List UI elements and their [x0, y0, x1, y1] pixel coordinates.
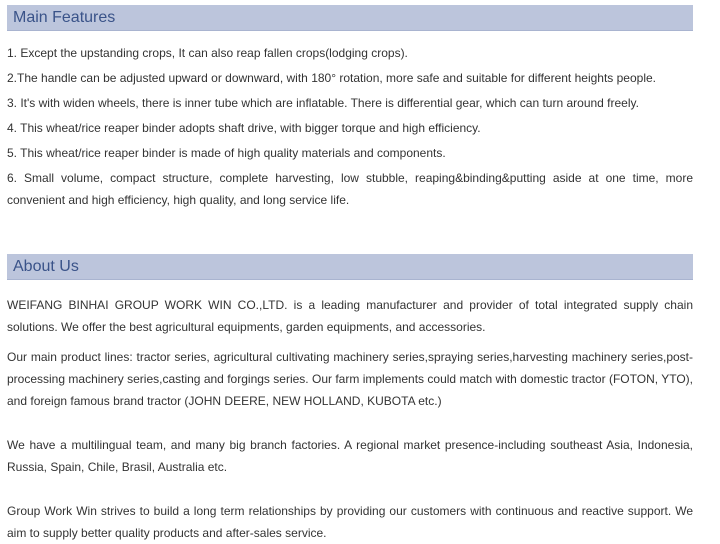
feature-item: 3. It's with widen wheels, there is inner tube which are inflatable. There is differential gear, which can turn around freely. — [7, 96, 639, 110]
about-paragraph: WEIFANG BINHAI GROUP WORK WIN CO.,LTD. is a leading manufacturer and provider of total integrated supply chain solutions. We offer the best agricultural equipments, garden equipments, and accessories. — [7, 298, 693, 334]
about-paragraph: Our main product lines: tractor series, agricultural cultivating machinery series,spraying series,harvesting machinery series,post-processing machinery series,casting and forgings series. Our farm implements could match with domestic tractor (FOTON, YTO), and foreign famous brand tractor (JOHN DEERE, NEW HOLLAND, KUBOTA etc.) — [7, 350, 693, 408]
feature-item: 6. Small volume, compact structure, complete harvesting, low stubble, reaping&binding&putting aside at one time, more convenient and high efficiency, high quality, and long service life. — [7, 171, 693, 207]
about-paragraph: We have a multilingual team, and many big branch factories. A regional market presence-including southeast Asia, Indonesia, Russia, Spain, Chile, Brasil, Australia etc. — [7, 438, 693, 474]
about-us-heading: About Us — [7, 254, 693, 280]
about-paragraph: Group Work Win strives to build a long term relationships by providing our customers with continuous and reactive support. We aim to supply better quality products and after-sales service. — [7, 504, 693, 540]
about-us-body — [7, 294, 693, 544]
product-description — [7, 5, 693, 544]
feature-item: 5. This wheat/rice reaper binder is made of high quality materials and components. — [7, 146, 446, 160]
feature-item: 4. This wheat/rice reaper binder adopts shaft drive, with bigger torque and high efficiency. — [7, 121, 481, 135]
feature-item: 2.The handle can be adjusted upward or downward, with 180° rotation, more safe and suitable for different heights people. — [7, 71, 656, 85]
feature-item: 1. Except the upstanding crops, It can also reap fallen crops(lodging crops). — [7, 46, 408, 60]
main-features-heading: Main Features — [7, 5, 693, 31]
main-features-list — [7, 42, 693, 211]
